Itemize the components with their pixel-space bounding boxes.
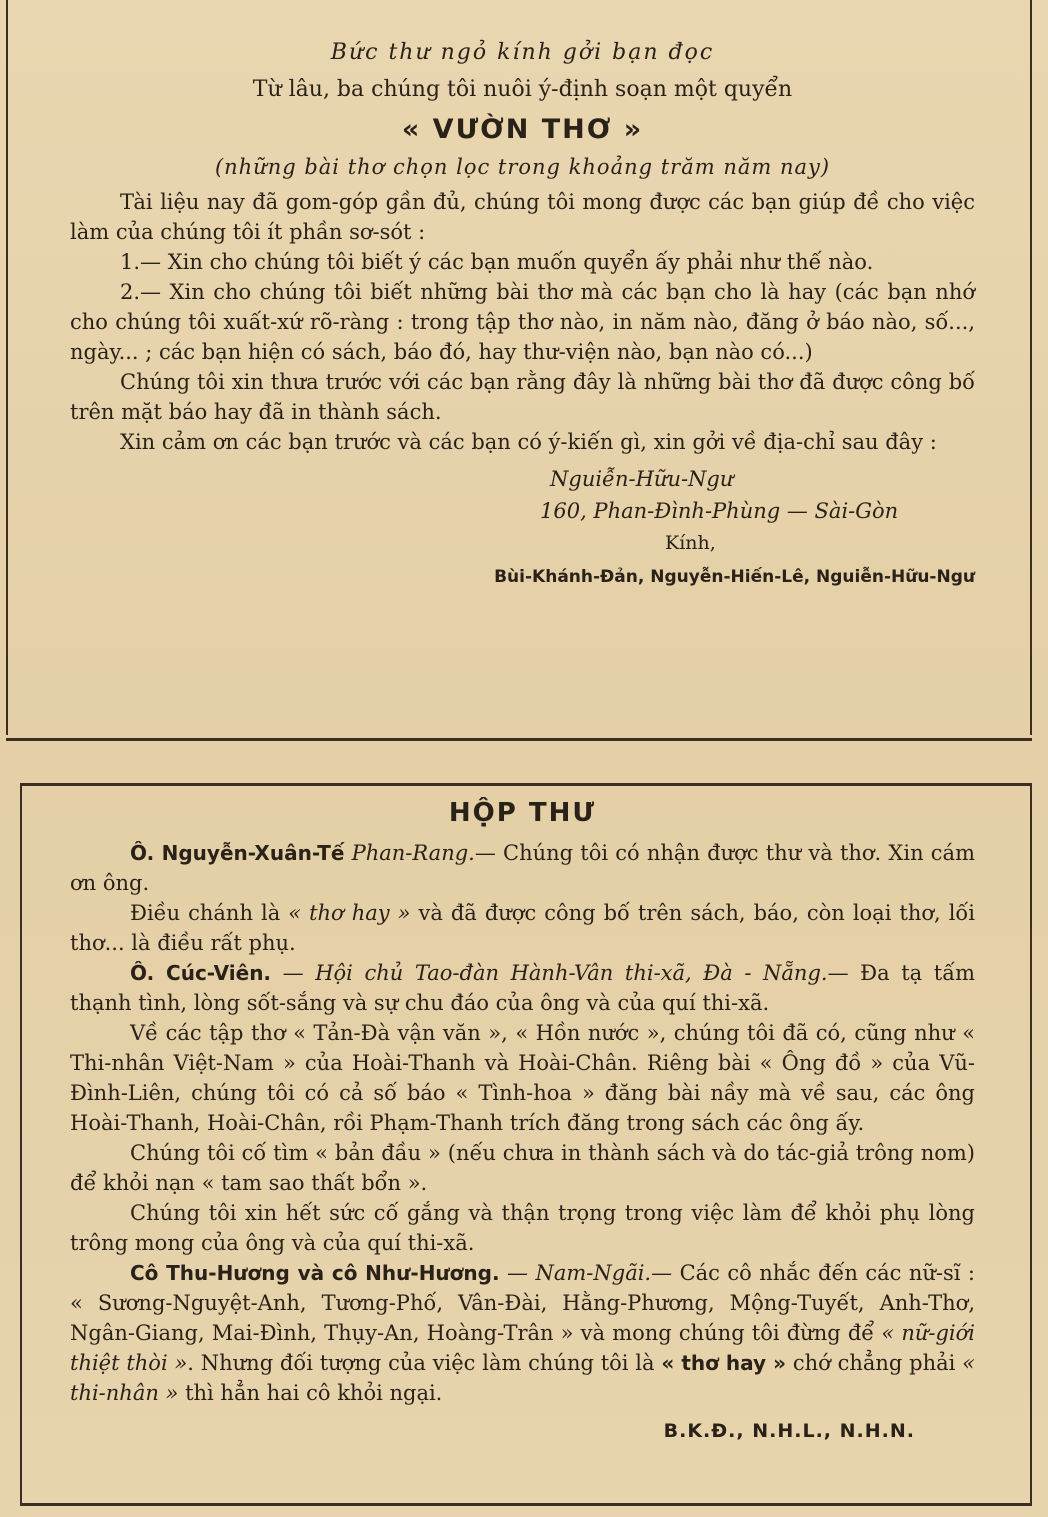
entry-1-quote: « thơ hay »	[288, 901, 411, 925]
letter-intro: Từ lâu, ba chúng tôi nuôi ý-định soạn một quyển	[252, 77, 793, 102]
divider-rule-2	[20, 783, 1032, 786]
letter-heading: Bức thư ngỏ kính gởi bạn đọc	[330, 40, 715, 65]
entry-3-paragraph	[70, 1258, 975, 1408]
entry-2-name: Ô. Cúc-Viên.	[130, 961, 272, 985]
entry-2-dash: —	[271, 961, 316, 985]
letter-paragraph-4: Chúng tôi xin thưa trước với các bạn rằng đây là những bài thơ đã được công bố trên mặt báo hay đã in thành sách.	[70, 370, 975, 424]
mailbox-title: HỘP THƯ	[448, 798, 597, 828]
mailbox-section	[70, 798, 975, 1442]
entry-3-place: — Nam-Ngãi.—	[507, 1261, 673, 1285]
contact-name: Nguiễn-Hữu-Ngư	[550, 467, 734, 491]
entry-3-text-b: . Nhưng đối tượng của việc làm chúng tôi là	[187, 1351, 662, 1375]
entry-1-paragraph-1	[70, 838, 975, 898]
entry-3-text-d: thì hẳn hai cô khỏi ngại.	[178, 1381, 443, 1405]
left-border-bottom	[20, 784, 22, 1504]
bottom-rule	[20, 1503, 1032, 1506]
entry-3-quote-2: « thơ hay »	[661, 1351, 787, 1375]
author-names: Bùi-Khánh-Đản, Nguyễn-Hiến-Lê, Nguiễn-Hữu-Ngư	[494, 567, 975, 587]
open-letter	[70, 40, 975, 593]
mailbox-signature: B.K.Đ., N.H.L., N.H.N.	[663, 1420, 915, 1442]
right-border-bottom	[1030, 784, 1032, 1504]
entry-2-paragraph-2: Về các tập thơ « Tản-Đà vận văn », « Hồn nước », chúng tôi đã có, cũng như « Thi-nhân Việt-Nam » của Hoài-Thanh và Hoài-Chân. Riêng bài « Ông đồ » của Vũ-Đình-Liên, chúng tôi có cả số báo « Tình-hoa » đăng bài nầy mà về sau, các ông Hoài-Thanh, Hoài-Chân, rồi Phạm-Thanh trích đăng trong sách các ông ấy.	[70, 1021, 975, 1135]
entry-2-place: Hội chủ Tao-đàn Hành-Vân thi-xã, Đà - Nẵng.	[315, 961, 828, 985]
right-border-top	[1030, 0, 1032, 735]
entry-1-p2-a: Điều chánh là	[130, 901, 289, 925]
entry-1-paragraph-2	[70, 898, 975, 958]
entry-3-quote-3: « thi-nhân »	[70, 1351, 975, 1405]
left-border-top	[6, 0, 8, 735]
entry-3-text-a: Các cô nhắc đến các nữ-sĩ : « Sương-Nguyệt-Anh, Tương-Phố, Vân-Đài, Hằng-Phương, Mộng-Tuyết, Anh-Thơ, Ngân-Giang, Mai-Đình, Thụy-An, Hoàng-Trân » và mong chúng tôi đừng để	[70, 1261, 975, 1345]
book-subtitle: (những bài thơ chọn lọc trong khoảng trăm năm nay)	[214, 155, 831, 179]
contact-address: 160, Phan-Đình-Phùng — Sài-Gòn	[540, 499, 899, 523]
letter-signature	[70, 463, 975, 593]
entry-3-quote-1: « nữ-giới thiệt thòi »	[70, 1321, 976, 1375]
entry-3-name: Cô Thu-Hương và cô Như-Hương.	[130, 1261, 500, 1285]
entry-1-text: — Chúng tôi có nhận được thư và thơ. Xin cám ơn ông.	[70, 841, 975, 895]
letter-paragraph-1: Tài liệu nay đã gom-góp gần đủ, chúng tôi mong được các bạn giúp đề cho việc làm của chúng tôi ít phần sơ-sót :	[70, 190, 975, 244]
entry-2-paragraph-3: Chúng tôi cố tìm « bản đầu » (nếu chưa in thành sách và do tác-giả trông nom) để khỏi nạn « tam sao thất bổn ».	[70, 1141, 975, 1195]
book-title: « VƯỜN THƠ »	[401, 114, 644, 145]
letter-paragraph-5: Xin cảm ơn các bạn trước và các bạn có ý-kiến gì, xin gởi về địa-chỉ sau đây :	[120, 430, 937, 454]
entry-1-p2-b: và đã được công bố trên sách, báo, còn loại thơ, lối thơ... là điều rất phụ.	[70, 901, 975, 955]
entry-2-paragraph-4: Chúng tôi xin hết sức cố gắng và thận trọng trong việc làm để khỏi phụ lòng trông mong của ông và của quí thi-xã.	[70, 1201, 975, 1255]
entry-2-paragraph-1	[70, 958, 975, 1018]
entry-1-name: Ô. Nguyễn-Xuân-Tế	[130, 841, 345, 865]
divider-rule-1	[6, 738, 1032, 741]
letter-paragraph-2: 1.— Xin cho chúng tôi biết ý các bạn muốn quyển ấy phải như thế nào.	[120, 250, 874, 274]
entry-3-text-c: chớ chẳng phải	[786, 1351, 963, 1375]
letter-paragraph-3: 2.— Xin cho chúng tôi biết những bài thơ mà các bạn cho là hay (các bạn nhớ cho chúng tôi xuất-xứ rõ-ràng : trong tập thơ nào, in năm nào, đăng ở báo nào, số..., ngày... ; các bạn hiện có sách, báo đó, hay thư-viện nào, bạn nào có...)	[70, 280, 975, 364]
entry-1-place: Phan-Rang.	[351, 841, 475, 865]
closing-kinh: Kính,	[665, 532, 716, 554]
entry-2-text: — Đa tạ tấm thạnh tình, lòng sốt-sắng và sự chu đáo của ông và của quí thi-xã.	[70, 961, 975, 1015]
